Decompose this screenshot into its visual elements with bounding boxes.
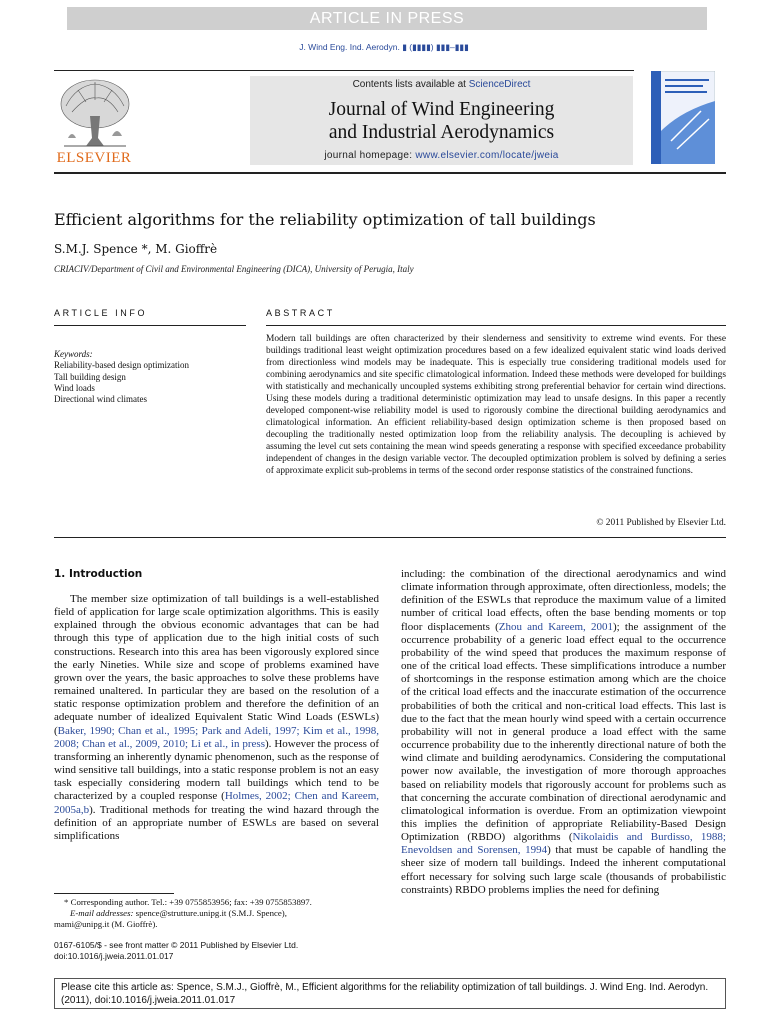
body-text: ). Traditional methods for treating the wind hazard through the definition of an appropriate number of ESWLs are based on several simplifications bbox=[54, 803, 379, 842]
citation-link[interactable]: Baker, 1990; Chan et al., 1995; Park and Adeli, 1997; Kim et al., 1998, 2008; Chan et al., 2009, 2010; Li et al., in press bbox=[54, 724, 379, 750]
homepage-prefix: journal homepage: bbox=[324, 150, 416, 161]
article-info-rule bbox=[54, 325, 246, 326]
author-affiliation: CRIACIV/Department of Civil and Environmental Engineering (DICA), University of Perugia, Italy bbox=[54, 264, 414, 274]
elsevier-tree-logo bbox=[56, 76, 134, 152]
abstract-text: Modern tall buildings are often characterized by their slenderness and sensitivity to extreme wind events. For these buildings traditional least weight optimization procedures based on a few idealized equivalent static wind loads derived from directionless wind models may be inadequate. This is especially true considering traditional models used for combining aerodynamics and site specific climatological information. Indeed these methods were developed for buildings with statistically and mechanically uncoupled systems exhibiting strong preferential behavior for certain wind directions. Using these models during a traditional deterministic optimization may lead to unsafe designs. In this paper a recently developed component-wise reliability model is used to rigorously combine the directional building aerodynamics and climatological information. An efficient reliability-based design optimization scheme is then proposed based on decoupling the traditionally nested optimization loop from the reliability analysis. The decoupling is achieved by assuming the level cut sets containing the mean wind speeds generating a response with specified exceedance probability independent of changes in the design variable vector. The decoupled optimization problem is solved by defining a series of approximate explicit sub-problems in terms of the second order response statistics of the constrained functions. bbox=[266, 334, 726, 476]
article-info-heading: ARTICLE INFO bbox=[54, 308, 148, 318]
email-link-2[interactable]: mami@unipg.it (M. Gioffrè). bbox=[54, 919, 158, 929]
body-text: ); the assignment of the occurrence probability of a generic load effect equal to the occurrence probability of the wind speed that produces the maximum response of one of the critical load effects. These simplifications introduce a number of shortcomings in the response estimation among which are the choice of the critical load effects and the inaccurate estimation of the occurrence probabilities of both the critical and non-critical load effects. This last is due to the fact that the mean hourly wind speed with a certain occurrence probability will not in general produce a load effect with the same occurrence probability due to the inherently directional nature of both the wind climate and building aerodynamics. Considering the computational power now available, the investigation of more thorough approaches based on reliability models that rigorously account for problems such as that concerning the accurate combination of directional aerodynamic and climatological information is overdue. From an optimization viewpoint this implies the definition of appropriate Reliability-Based Design Optimization (RBDO) algorithms ( bbox=[401, 620, 726, 844]
corresponding-author-note: * Corresponding author. Tel.: +39 0755853956; fax: +39 0755853897. bbox=[64, 897, 312, 907]
sciencedirect-link[interactable]: ScienceDirect bbox=[468, 79, 531, 90]
intro-column-right bbox=[401, 568, 726, 897]
doi-line[interactable]: doi:10.1016/j.jweia.2011.01.017 bbox=[54, 951, 174, 961]
abstract-rule bbox=[266, 325, 726, 326]
footnote bbox=[54, 897, 384, 930]
citation-box: Please cite this article as: Spence, S.M.J., Gioffrè, M., Efficient algorithms for the reliability optimization of tall buildings. J. Wind Eng. Ind. Aerodyn. (2011), doi:10.1016/j.jweia.2011.01.017 bbox=[54, 978, 726, 1009]
keyword-item: Reliability-based design optimization bbox=[54, 360, 189, 371]
journal-cover-image bbox=[651, 71, 715, 164]
keywords-label: Keywords: bbox=[54, 349, 93, 359]
journal-homepage-line bbox=[250, 150, 633, 161]
header-bottom-rule bbox=[54, 172, 726, 174]
introduction-heading: 1. Introduction bbox=[54, 568, 143, 580]
header-top-rule bbox=[54, 70, 634, 71]
elsevier-wordmark: ELSEVIER bbox=[56, 150, 132, 166]
body-text: ) that must be capable of handling the sheer size of modern tall buildings. Indeed the inherent computational effort necessary for solving such large scale (thousands of probabilistic constraints) RBDO problems implies the need for defining bbox=[401, 844, 726, 896]
contents-line bbox=[250, 79, 633, 90]
body-text: including: the combination of the directional aerodynamics and wind climate information through approximate, often directionless, models; the definition of the ESWLs that reproduce the maximum value of a limited number of critical load effects, often the base bending moments or top floor displacements ( bbox=[401, 568, 726, 633]
journal-reference[interactable]: J. Wind Eng. Ind. Aerodyn. ▮ (▮▮▮▮) ▮▮▮–▮▮▮ bbox=[299, 42, 469, 52]
paper-authors: S.M.J. Spence *, M. Gioffrè bbox=[54, 242, 218, 256]
keywords-block bbox=[54, 349, 254, 405]
journal-title bbox=[250, 98, 633, 144]
contents-prefix: Contents lists available at bbox=[352, 79, 469, 90]
keyword-item: Wind loads bbox=[54, 382, 95, 393]
issn-block bbox=[54, 940, 384, 962]
citation-link[interactable]: Zhou and Kareem, 2001 bbox=[498, 620, 613, 633]
citation-link[interactable]: Nikolaidis and Burdisso, 1988; Enevoldsen and Sorensen, 1994 bbox=[401, 831, 726, 857]
email-label: E-mail addresses: bbox=[70, 908, 134, 918]
journal-title-line2: and Industrial Aerodynamics bbox=[328, 122, 555, 143]
citation-link[interactable]: Holmes, 2002; Chen and Kareem, 2005a,b bbox=[54, 790, 379, 816]
footnote-rule bbox=[54, 893, 174, 894]
body-text: ). However the process of transforming an inherently dynamic phenomenon, such as the response of wind sensitive tall buildings, into a static response problem is not an easy task especially considering modern tall buildings which tend to be characterized by a coupled response ( bbox=[54, 737, 379, 803]
body-text: The member size optimization of tall buildings is a well-established field of application for large scale optimization algorithms. This is easily explained through the obvious economic advantages that can be had through this type of application due to the high initial costs of such constructions. Research into this area has been vigorously explored since the early Nineties. While size and scope of problems examined have grown over the years, the basic approaches to solve these problems have remained unaltered. In particular they are based on the resolution of a static response optimization problem and therefore the definition of an adequate number of idealized Equivalent Static Wind Loads (ESWLs) ( bbox=[54, 593, 379, 737]
abstract-heading: ABSTRACT bbox=[266, 308, 335, 318]
keyword-item: Tall building design bbox=[54, 371, 126, 382]
keyword-item: Directional wind climates bbox=[54, 394, 147, 405]
article-in-press-banner: ARTICLE IN PRESS bbox=[67, 7, 707, 30]
email-link-1[interactable]: spence@strutture.unipg.it (S.M.J. Spence), bbox=[133, 908, 287, 918]
abstract-bottom-rule bbox=[54, 537, 726, 538]
intro-column-left bbox=[54, 593, 379, 843]
abstract-copyright: © 2011 Published by Elsevier Ltd. bbox=[596, 518, 726, 528]
homepage-link[interactable]: www.elsevier.com/locate/jweia bbox=[415, 150, 559, 161]
issn-line: 0167-6105/$ - see front matter © 2011 Published by Elsevier Ltd. bbox=[54, 940, 299, 950]
journal-title-line1: Journal of Wind Engineering bbox=[328, 99, 555, 120]
email-line bbox=[54, 908, 384, 919]
paper-title: Efficient algorithms for the reliability optimization of tall buildings bbox=[54, 210, 596, 229]
